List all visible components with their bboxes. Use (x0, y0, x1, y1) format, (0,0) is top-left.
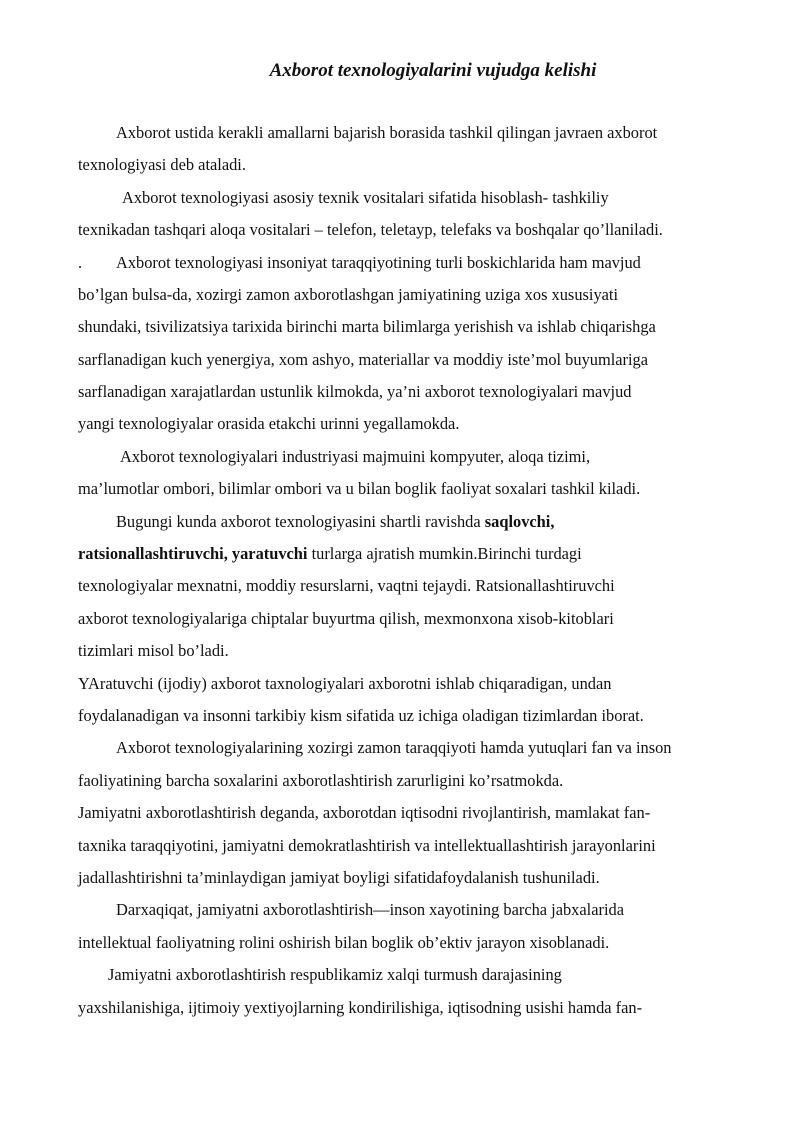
text-span: Bugungi kunda axborot texnologiyasini shartli ravishda (116, 512, 481, 531)
text-line: bo’lgan bulsa-da, xozirgi zamon axborotlashgan jamiyatining uziga xos xususiyati (78, 285, 619, 304)
text-line: texnologiyasi deb ataladi. (78, 155, 246, 174)
bold-term: ratsionallashtiruvchi, yaratuvchi (78, 544, 308, 563)
text-line: axborot texnologiyalariga chiptalar buyurtma qilish, mexmonxona xisob-kitoblari (78, 609, 614, 628)
document-title: Axborot texnologiyalarini vujudga kelishi (269, 60, 597, 81)
text-line: . (78, 253, 83, 272)
text-line: jadallashtirishni ta’minlaydigan jamiyat boyligi sifatidafoydalanish tushuniladi. (78, 868, 600, 887)
text-line: Jamiyatni axborotlashtirish respublikamiz xalqi turmush darajasining (108, 965, 562, 984)
text-line: ma’lumotlar ombori, bilimlar ombori va u bilan boglik faoliyat soxalari tashkil kiladi. (78, 479, 641, 498)
text-line: Darxaqiqat, jamiyatni axborotlashtirish—inson xayotining barcha jabxalarida (116, 900, 624, 919)
text-line: shundaki, tsivilizatsiya tarixida birinchi marta bilimlarga yerishish va ishlab chiqarishga (78, 317, 656, 336)
text-line: Axborot texnologiyasi insoniyat taraqqiyotining turli boskichlarida ham mavjud (116, 253, 641, 272)
text-line: yangi texnologiyalar orasida etakchi urinni yegallamokda. (78, 414, 460, 433)
text-line: Jamiyatni axborotlashtirish deganda, axborotdan iqtisodni rivojlantirish, mamlakat fan- (78, 803, 651, 822)
text-line: Axborot ustida kerakli amallarni bajarish borasida tashkil qilingan javraen axborot (116, 123, 658, 142)
text-line: Axborot texnologiyalarining xozirgi zamon taraqqiyoti hamda yutuqlari fan va inson (116, 738, 672, 757)
text-span: turlarga ajratish mumkin.Birinchi turdagi (311, 544, 582, 563)
text-line: YAratuvchi (ijodiy) axborot taxnologiyalari axborotni ishlab chiqaradigan, undan (78, 674, 612, 693)
text-line: texnikadan tashqari aloqa vositalari – telefon, teletayp, telefaks va boshqalar qo’llaniladi. (78, 220, 663, 239)
text-line (78, 542, 582, 566)
text-line: Axborot texnologiyasi asosiy texnik vositalari sifatida hisoblash- tashkiliy (122, 188, 609, 207)
text-line: taxnika taraqqiyotini, jamiyatni demokratlashtirish va intellektuallashtirish jarayonlarini (78, 836, 656, 855)
text-line: yaxshilanishiga, ijtimoiy yextiyojlarning kondirilishiga, iqtisodning usishi hamda fan- (78, 998, 643, 1017)
text-line: tizimlari misol bo’ladi. (78, 641, 229, 660)
text-line: texnologiyalar mexnatni, moddiy resurslarni, vaqtni tejaydi. Ratsionallashtiruvchi (78, 576, 615, 595)
text-line: faoliyatining barcha soxalarini axborotlashtirish zarurligini ko’rsatmokda. (78, 771, 564, 790)
text-line: sarflanadigan kuch yenergiya, xom ashyo, materiallar va moddiy iste’mol buyumlariga (78, 350, 649, 369)
text-line: sarflanadigan xarajatlardan ustunlik kilmokda, ya’ni axborot texnologiyalari mavjud (78, 382, 632, 401)
bold-term: saqlovchi, (484, 512, 555, 531)
text-line: foydalanadigan va insonni tarkibiy kism sifatida uz ichiga oladigan tizimlardan iborat. (78, 706, 644, 725)
text-line: intellektual faoliyatning rolini oshirish bilan boglik ob’ektiv jarayon xisoblanadi. (78, 933, 610, 952)
text-line (116, 510, 554, 534)
text-line: Axborot texnologiyalari industriyasi majmuini kompyuter, aloqa tizimi, (120, 447, 591, 466)
